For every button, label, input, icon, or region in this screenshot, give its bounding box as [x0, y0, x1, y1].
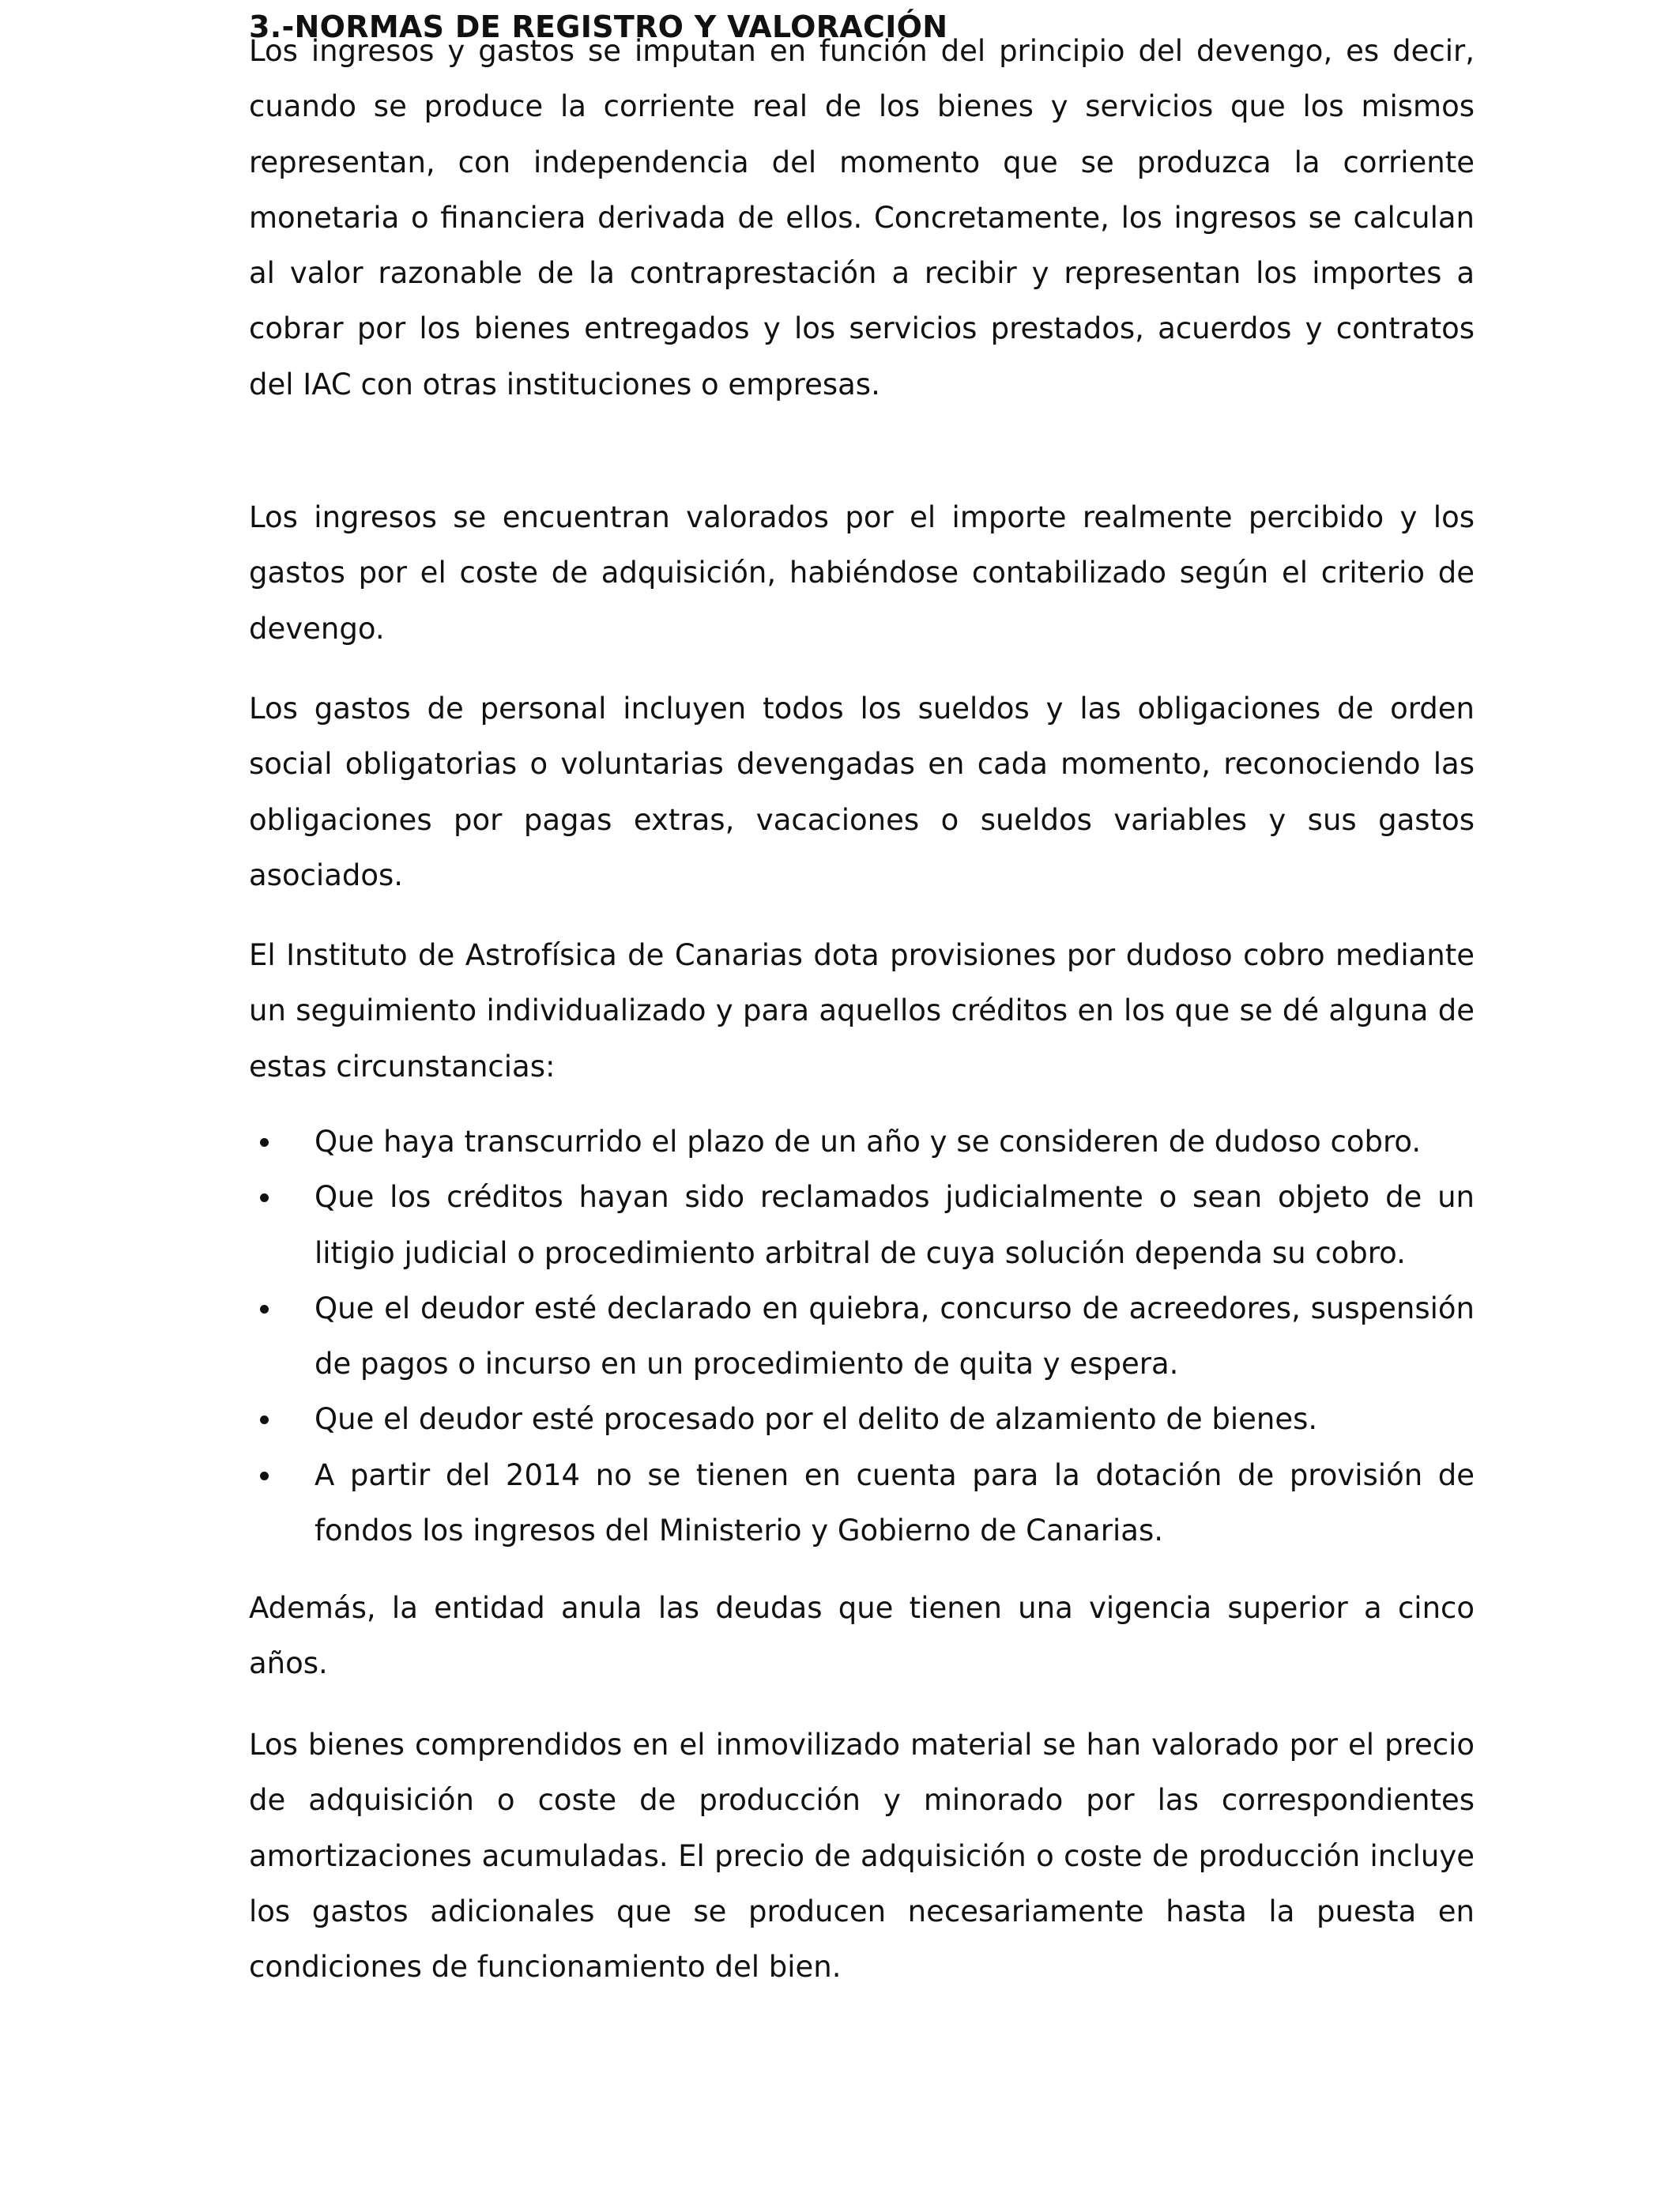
- paragraph-provisiones: El Instituto de Astrofísica de Canarias dota provisiones por dudoso cobro mediante un seguimiento individualizado y para aquellos créditos en los que se dé alguna de estas circunstancias:: [249, 938, 1475, 1084]
- list-item-text: A partir del 2014 no se tienen en cuenta para la dotación de provisión de fondos los ingresos del Ministerio y Gobierno de Canarias.: [315, 1457, 1475, 1548]
- paragraph-devengo: Los ingresos y gastos se imputan en función del principio del devengo, es decir, cuando se produce la corriente real de los bienes y servicios que los mismos representan, con independencia del momento que se produzca la corriente monetaria o financiera derivada de ellos. Concretamente, los ingresos se calculan al valor razonable de la contraprestación a recibir y representan los importes a cobrar por los bienes entregados y los servicios prestados, acuerdos y contratos del IAC con otras instituciones o empresas.: [249, 34, 1475, 401]
- list-item: [249, 1114, 1475, 1170]
- list-item-text: Que haya transcurrido el plazo de un año y se consideren de dudoso cobro.: [315, 1125, 1422, 1159]
- bullet-icon: [260, 1472, 269, 1480]
- list-item-text: Que los créditos hayan sido reclamados judicialmente o sean objeto de un litigio judicial o procedimiento arbitral de cuya solución dependa su cobro.: [315, 1180, 1475, 1270]
- paragraph-gastos-personal: Los gastos de personal incluyen todos los sueldos y las obligaciones de orden social obligatorias o voluntarias devengadas en cada momento, reconociendo las obligaciones por pagas extras, vacaciones o sueldos variables y sus gastos asociados.: [249, 692, 1475, 892]
- paragraph-valoracion: Los ingresos se encuentran valorados por el importe realmente percibido y los gastos por el coste de adquisición, habiéndose contabilizado según el criterio de devengo.: [249, 500, 1475, 646]
- list-item: [249, 1392, 1475, 1447]
- bullet-icon: [260, 1193, 269, 1202]
- bullet-icon: [260, 1416, 269, 1424]
- bullet-icon: [260, 1305, 269, 1314]
- list-item: [249, 1170, 1475, 1281]
- circumstances-list: [249, 1114, 1475, 1559]
- list-item-text: Que el deudor esté procesado por el delito de alzamiento de bienes.: [315, 1402, 1318, 1437]
- list-item-text: Que el deudor esté declarado en quiebra, concurso de acreedores, suspensión de pagos o incurso en un procedimiento de quita y espera.: [315, 1291, 1475, 1382]
- list-item: [249, 1448, 1475, 1559]
- paragraph-inmovilizado: Los bienes comprendidos en el inmovilizado material se han valorado por el precio de adquisición o coste de producción y minorado por las correspondientes amortizaciones acumuladas. El precio de adquisición o coste de producción incluye los gastos adicionales que se producen necesariamente hasta la puesta en condiciones de funcionamiento del bien.: [249, 1728, 1475, 1985]
- section-heading: 3.-NORMAS DE REGISTRO Y VALORACIÓN: [249, 9, 948, 44]
- bullet-icon: [260, 1138, 269, 1147]
- list-item: [249, 1281, 1475, 1393]
- paragraph-deudas: Además, la entidad anula las deudas que tienen una vigencia superior a cinco años.: [249, 1591, 1475, 1681]
